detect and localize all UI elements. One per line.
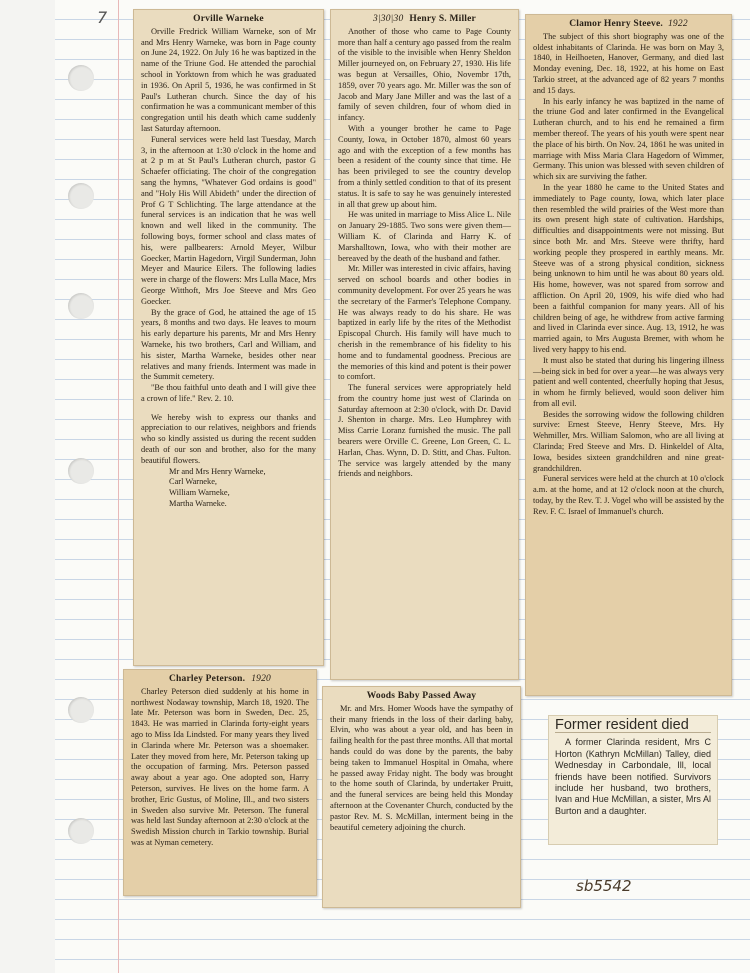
article-paragraph: A former Clarinda resident, Mrs C Horton (Kathryn McMillan) Talley, died Wednesday in Carbondale, Ill, local friends have been notified. Survivors include her husband, two brothers, Ivan and Hue McMillan, a sister, Mrs Al Burton and a daughter. bbox=[555, 737, 711, 816]
margin-line bbox=[118, 0, 119, 973]
punch-hole bbox=[68, 458, 94, 484]
article-paragraph: In the year 1880 he came to the United States and immediately to Page county, Iowa, which later place then resembled the wild prairies of the West more than its own present high state of cultivation. Hardships, difficulties and disappointments were not missing. But since both Mr. and Mrs. Steeve were thrifty, hard working people they prospered in earthly means. Mr. Steeve was of a strong physical condition, sickness being unknown to him until he was about 80 years old. His home, however, was not spared from sorrow and affliction. On April 20, 1909, his wife died who had been a faithful companion for many years. All of his children being of age, he withdrew from active farming and lived in Clarinda ever since. Aug. 13, 1912, he was married again, to Mrs Augusta Bremer, with whom he lived very happy to his end. bbox=[533, 182, 724, 354]
date-note: 3|30|30 bbox=[373, 14, 404, 24]
article-paragraph: Besides the sorrowing widow the following children survive: Ernest Steeve, Henry Steeve, Mrs. Hy Wehmiller, Mrs. William Salomon, who are all living at Clarinda; Fred Steeve and Mrs. D. Hinkeldel of Alta, Iowa, besides sixteen grandchildren and nine great-grandchildren. bbox=[533, 409, 724, 473]
article-peterson bbox=[123, 669, 317, 896]
year-note: 1920 bbox=[251, 674, 272, 684]
article-paragraph: Mr. Miller was interested in civic affairs, having served on school boards and other bodies in community development. For over 25 years he was the secretary of the Farmer's Telephone Company. He was always ready to do his share. He was baptized in early life by the rites of the Methodist Episcopal Church. His family will have much to cherish in the remembrance of his fidelity to his home and to fundamental goodness. Precious are the memories of this kind and potent is their power to comfort. bbox=[338, 264, 511, 382]
signature-line: Martha Warneke. bbox=[169, 499, 227, 509]
signature-line: Mr and Mrs Henry Warneke, bbox=[169, 466, 266, 476]
card-of-thanks: We hereby wish to express our thanks and appreciation to our relatives, neighbors and friends who so kindly assisted us during the recent sudden death of our son and brother, also for the many beautiful flowers. bbox=[141, 412, 316, 465]
article-title: Charley Peterson. 1920 bbox=[168, 674, 272, 684]
article-paragraph: By the grace of God, he attained the age of 15 years, 8 months and two days. He leaves to mourn his early departure his parents, Mr and Mrs Henry Warneke, his two brothers, Carl and William, and his sister, Martha Warneke, besides other near relatives and many friends. Interment was made in the Summit cemetery. bbox=[141, 307, 316, 382]
article-paragraph: Orville Fredrick William Warneke, son of Mr and Mrs Henry Warneke, was born in Page county on June 24, 1922. On July 16 he was baptized in the name of the Triune God. He attended the parochial school in Yorktown from which he was graduated in 1936. On April 5, 1936, he was confirmed in St Paul's Lutheran church. Since the day of his confirmation he was a communicant member of this congregation until his death which came suddenly last Saturday afternoon. bbox=[141, 26, 316, 133]
article-paragraph: The funeral services were appropriately held from the country home just west of Clarinda on Saturday afternoon at 2:30 o'clock, with Dr. David J. Shenton in charge. Mrs. Leo Humphrey with Miss Carrie Loranz furnished the music. The pall bearers were Orville C. Greene, Lon Green, C. L. Harlan, Chas. Wynn, D. D. Stitt, and Chas. Fulton. The service was largely attended by the many friends and neighbors. bbox=[338, 383, 511, 479]
article-paragraph: He was united in marriage to Miss Alice L. Nile on January 29-1885. Two sons were given them—William K. of Clarinda and Harry K. of Marshalltown, Iowa, who with their mother are bereaved by the death of the husband and father. bbox=[338, 210, 511, 263]
punch-hole bbox=[68, 65, 94, 91]
article-horton bbox=[548, 715, 718, 845]
article-paragraph: Funeral services were held last Tuesday, March 3, in the afternoon at 1:30 o'clock in the home and at 2 p m at St Paul's Lutheran church, pastor G Schaefer officiating. The choir of the congregation sang the hymns, "Whatever God ordains is good" and "Holy His Will Abideth" under the direction of Prof G T Schlichting. The large attendance at the funeral services is an indication that he was well known and well liked in the community. The following boys, former school and class mates of his, were pallbearers: Arnold Meyer, Wilbur Goecker, Martin Hagedorn, Virgil Sunderman, John Meyer and Maurice Eilers. The following ladies were in charge of the flowers: Mrs Lulla Mace, Mrs George Witthoft, Mrs Joe Steeve and Mrs Geo Goecker. bbox=[141, 134, 316, 306]
article-paragraph: With a younger brother he came to Page County, Iowa, in October 1870, almost 60 years ago and with the exception of a few months has been a resident of the county since that time. He has been privileged to see the country develop from a thinly settled condition to that of its present status. It is safe to say he was genuinely interested in all that grew up about him. bbox=[338, 123, 511, 209]
punch-hole bbox=[68, 697, 94, 723]
article-woods bbox=[322, 686, 521, 908]
page-number: 7 bbox=[97, 8, 108, 27]
article-paragraph: Charley Peterson died suddenly at his home in northwest Nodaway township, March 18, 1920. The late Mr. Peterson was born in Sweden, Dec. 25, 1843. He was married in Clarinda forty-eight years ago to Miss Ida Lindsted. For many years they lived in Clarinda where Mr. Peterson was a shoemaker. Later they moved from here, Mr. Peterson taking up the occupation of farming. Mrs. Peterson passed away about a year ago. One adopted son, Harry Peterson, survives. He lives on the home farm. A brother, Eric Gustus, of Moline, Ill., and two sisters in Sweden also survive Mr. Peterson. The funeral was held last Sunday afternoon at 2:30 o'clock at the Swedish Mission church in Tarkio township. Burial was at Nyman cemetery. bbox=[131, 686, 309, 847]
article-paragraph: Another of those who came to Page County more than half a century ago passed from the realm of the visible to the invisible when Henry Sheldon Miller journeyed on, on February 27, 1930. His life was begun at Versailles, Ohio, Novembr 17th, 1859, over 70 years ago. Mr. Miller was the son of Jacob and Mary Jane Miller and was the last of a family of seven children, four of whom died in infancy. bbox=[338, 26, 511, 123]
article-title: Former resident died bbox=[555, 720, 711, 733]
punch-hole bbox=[68, 183, 94, 209]
article-title: Orville Warneke bbox=[193, 14, 264, 24]
article-miller bbox=[330, 9, 519, 680]
article-paragraph: Funeral services were held at the church at 10 o'clock a.m. at the home, and at 12 o'clock noon at the church, today, by the Rev. T. J. Vogel who will be assisted by the Rev. F. C. Israel of Immanuel's church. bbox=[533, 474, 724, 516]
article-warneke bbox=[133, 9, 324, 666]
article-paragraph: The subject of this short biography was one of the oldest inhabitants of Clarinda. He was born on May 3, 1840, in Heilhoeten, Hanover, Germany, and died last Monday evening, Dec. 18, 1922, at his home on East Tarkio street, at the advanced age of 82 years 7 months and 15 days. bbox=[533, 31, 724, 95]
article-paragraph: It must also be stated that during his lingering illness—being sick in bed for over a year—he was always very patient and well contented, cheerfully hoping that Jesus, in whom he firmly believed, would soon deliver him from all evil. bbox=[533, 355, 724, 408]
punch-hole bbox=[68, 293, 94, 319]
article-steeve bbox=[525, 14, 732, 696]
article-paragraph: "Be thou faithful unto death and I will give thee a crown of life." Rev. 2. 10. bbox=[141, 383, 316, 403]
article-paragraph: In his early infancy he was baptized in the name of the triune God and later confirmed in the Evangelical Lutheran church, and to his end he remained a firm member thereof. The years of his youth were spent near the place of his birth. On Nov. 24, 1861 he was united in marriage with Miss Maria Clara Hagedorn of Wimmer, Germany. This union was blessed with seven children of which six are surviving the father. bbox=[533, 96, 724, 182]
punch-hole bbox=[68, 818, 94, 844]
signature-line: Carl Warneke, bbox=[169, 477, 218, 487]
handwritten-catalog-note: sb5542 bbox=[576, 877, 632, 895]
year-note: 1922 bbox=[667, 19, 688, 29]
article-title: 3|30|30 Henry S. Miller bbox=[373, 14, 476, 24]
article-title: Woods Baby Passed Away bbox=[366, 691, 477, 701]
article-paragraph: Mr. and Mrs. Homer Woods have the sympathy of their many friends in the loss of their darling baby, Elvin, who was about a year old, and has been in failing health for the past three months. All that mortal hands could do was done by the parents, the baby being taken to Immanuel Hospital in Omaha, where he passed away Friday night. The body was brought to the home south of Clarinda, by undertaker Pruitt, and the funeral services are being held this Monday afternoon at the Covenanter Church, conducted by the pastor Rev. M. S. McMillan, interment being in the beautiful cemetery adjoining the church. bbox=[330, 703, 513, 832]
signature-line: William Warneke, bbox=[169, 488, 230, 498]
article-title: Clamor Henry Steeve. 1922 bbox=[569, 19, 688, 29]
